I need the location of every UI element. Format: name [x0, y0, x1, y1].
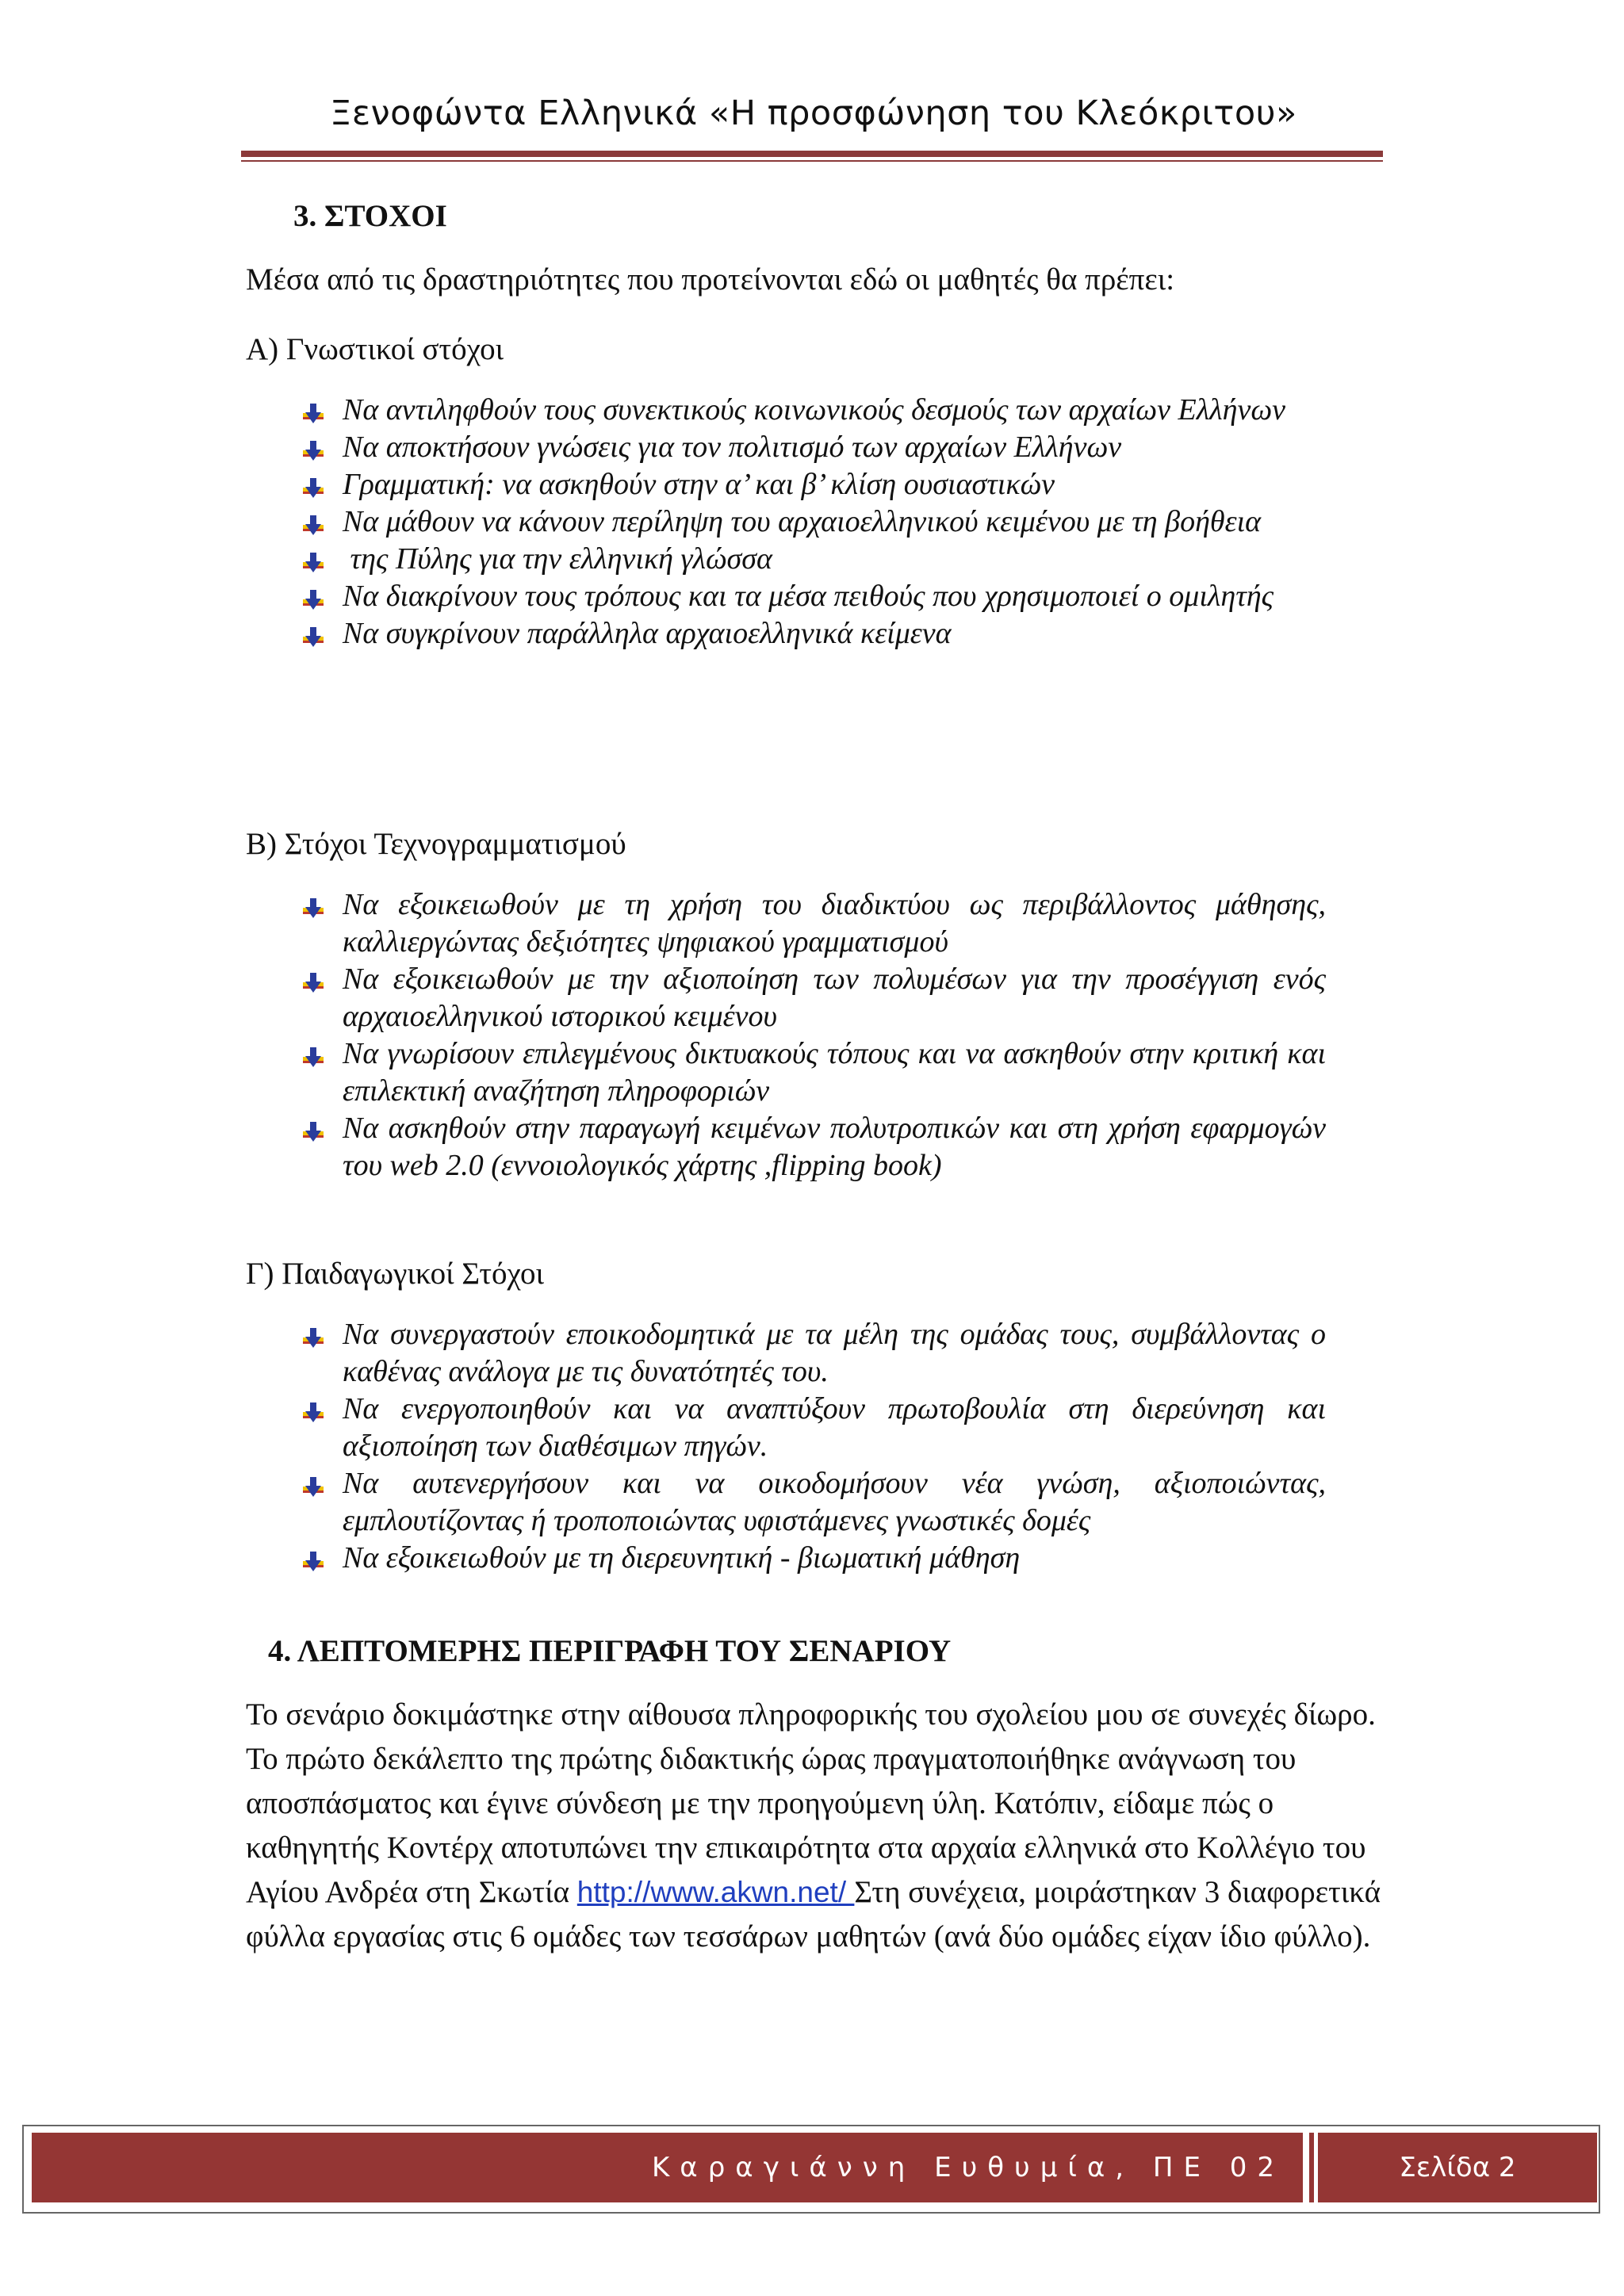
section-4-heading: 4. ΛΕΠΤΟΜΕΡΗΣ ΠΕΡΙΓΡΑΦΗ ΤΟΥ ΣΕΝΑΡΙΟΥ [268, 1634, 952, 1668]
arrow-bullet-icon [301, 584, 325, 608]
list-item: Να ασκηθούν στην παραγωγή κειμένων πολυτροπικών και στη χρήση εφαρμογών του web 2.0 (εννοιολογικός χάρτης ,flipping book) [295, 1110, 1326, 1184]
arrow-bullet-icon [301, 547, 325, 571]
footer-author: Καραγιάννη Ευθυμία, ΠΕ 02 [652, 2152, 1285, 2183]
header-rule [241, 151, 1383, 157]
group-c-title: Γ) Παιδαγωγικοί Στόχοι [246, 1257, 544, 1291]
list-item: Να αντιληφθούν τους συνεκτικούς κοινωνικούς δεσμούς των αρχαίων Ελλήνων [295, 392, 1326, 429]
arrow-bullet-icon [301, 1042, 325, 1066]
arrow-bullet-icon [301, 1322, 325, 1346]
list-item: Να εξοικειωθούν με τη χρήση του διαδικτύου ως περιβάλλοντος μάθησης, καλλιεργώντας δεξιότητες ψηφιακού γραμματισμού [295, 886, 1326, 961]
list-item: της Πύλης για την ελληνική γλώσσα [295, 541, 1326, 578]
list-item: Να αποκτήσουν γνώσεις για τον πολιτισμό των αρχαίων Ελλήνων [295, 429, 1326, 466]
list-item: Να συνεργαστούν εποικοδομητικά με τα μέλη της ομάδας τους, συμβάλλοντας ο καθένας ανάλογα με τις δυνατότητές του. [295, 1316, 1326, 1391]
arrow-bullet-icon [301, 510, 325, 534]
arrow-bullet-icon [301, 967, 325, 991]
list-item: Να αυτενεργήσουν και να οικοδομήσουν νέα γνώση, αξιοποιώντας, εμπλουτίζοντας ή τροποποιώντας υφιστάμενες γνωστικές δομές [295, 1465, 1326, 1540]
group-b-list [295, 886, 1326, 1184]
group-a-list [295, 392, 1326, 652]
group-c-list [295, 1316, 1326, 1577]
group-b-title: Β) Στόχοι Τεχνογραμματισμού [246, 827, 626, 861]
arrow-bullet-icon [301, 435, 325, 459]
list-item: Να εξοικειωθούν με την αξιοποίηση των πολυμέσων για την προσέγγιση ενός αρχαιοελληνικού ιστορικού κειμένου [295, 961, 1326, 1035]
arrow-bullet-icon [301, 622, 325, 645]
list-item: Να γνωρίσουν επιλεγμένους δικτυακούς τόπους και να ασκηθούν στην κριτική και επιλεκτική αναζήτηση πληροφοριών [295, 1035, 1326, 1110]
akwn-link[interactable]: http://www.akwn.net/ [576, 1876, 855, 1908]
list-item: Να ενεργοποιηθούν και να αναπτύξουν πρωτοβουλία στη διερεύνηση και αξιοποίηση των διαθέσιμων πηγών. [295, 1391, 1326, 1465]
section-3-intro: Μέσα από τις δραστηριότητες που προτείνονται εδώ οι μαθητές θα πρέπει: [246, 262, 1175, 297]
header-title: Ξενοφώντα Ελληνικά «Η προσφώνηση του Κλεόκριτου» [330, 94, 1297, 133]
list-item: Να μάθουν να κάνουν περίληψη του αρχαιοελληνικού κειμένου με τη βοήθεια [295, 503, 1326, 541]
arrow-bullet-icon [301, 1546, 325, 1570]
arrow-bullet-icon [301, 1397, 325, 1421]
page-number: Σελίδα 2 [1399, 2152, 1516, 2183]
group-a-title: Α) Γνωστικοί στόχοι [246, 332, 504, 366]
arrow-bullet-icon [301, 1471, 325, 1495]
footer-separator [1309, 2133, 1314, 2202]
header-rule-thin [241, 160, 1383, 162]
list-item: Να διακρίνουν τους τρόπους και τα μέσα πειθούς που χρησιμοποιεί ο ομιλητής [295, 578, 1326, 615]
list-item: Γραμματική: να ασκηθούν στην α’ και β’ κλίση ουσιαστικών [295, 466, 1326, 503]
list-item: Να συγκρίνουν παράλληλα αρχαιοελληνικά κείμενα [295, 615, 1326, 652]
arrow-bullet-icon [301, 473, 325, 496]
scenario-paragraph: Το σενάριο δοκιμάστηκε στην αίθουσα πληροφορικής του σχολείου μου σε συνεχές δίωρο. Το πρώτο δεκάλεπτο της πρώτης διδακτικής ώρας πραγματοποιήθηκε ανάγνωση του αποσπάσματος και έγινε σύνδεση με την προηγούμενη ύλη. Κατόπιν, είδαμε πώς ο καθηγητής Κοντέρχ αποτυπώνει την επικαιρότητα στα αρχαία ελληνικά στο Κολλέγιο του Αγίου Ανδρέα στη Σκωτία http://www.akwn.net/ Στη συνέχεια, μοιράστηκαν 3 διαφορετικά φύλλα εργασίας στις 6 ομάδες των τεσσάρων μαθητών (ανά δύο ομάδες είχαν ίδιο φύλλο). [246, 1697, 1381, 1954]
arrow-bullet-icon [301, 398, 325, 422]
arrow-bullet-icon [301, 1116, 325, 1140]
section-3-heading: 3. ΣΤΟΧΟΙ [293, 199, 447, 233]
list-item: Να εξοικειωθούν με τη διερευνητική - βιωματική μάθηση [295, 1540, 1326, 1577]
arrow-bullet-icon [301, 893, 325, 916]
